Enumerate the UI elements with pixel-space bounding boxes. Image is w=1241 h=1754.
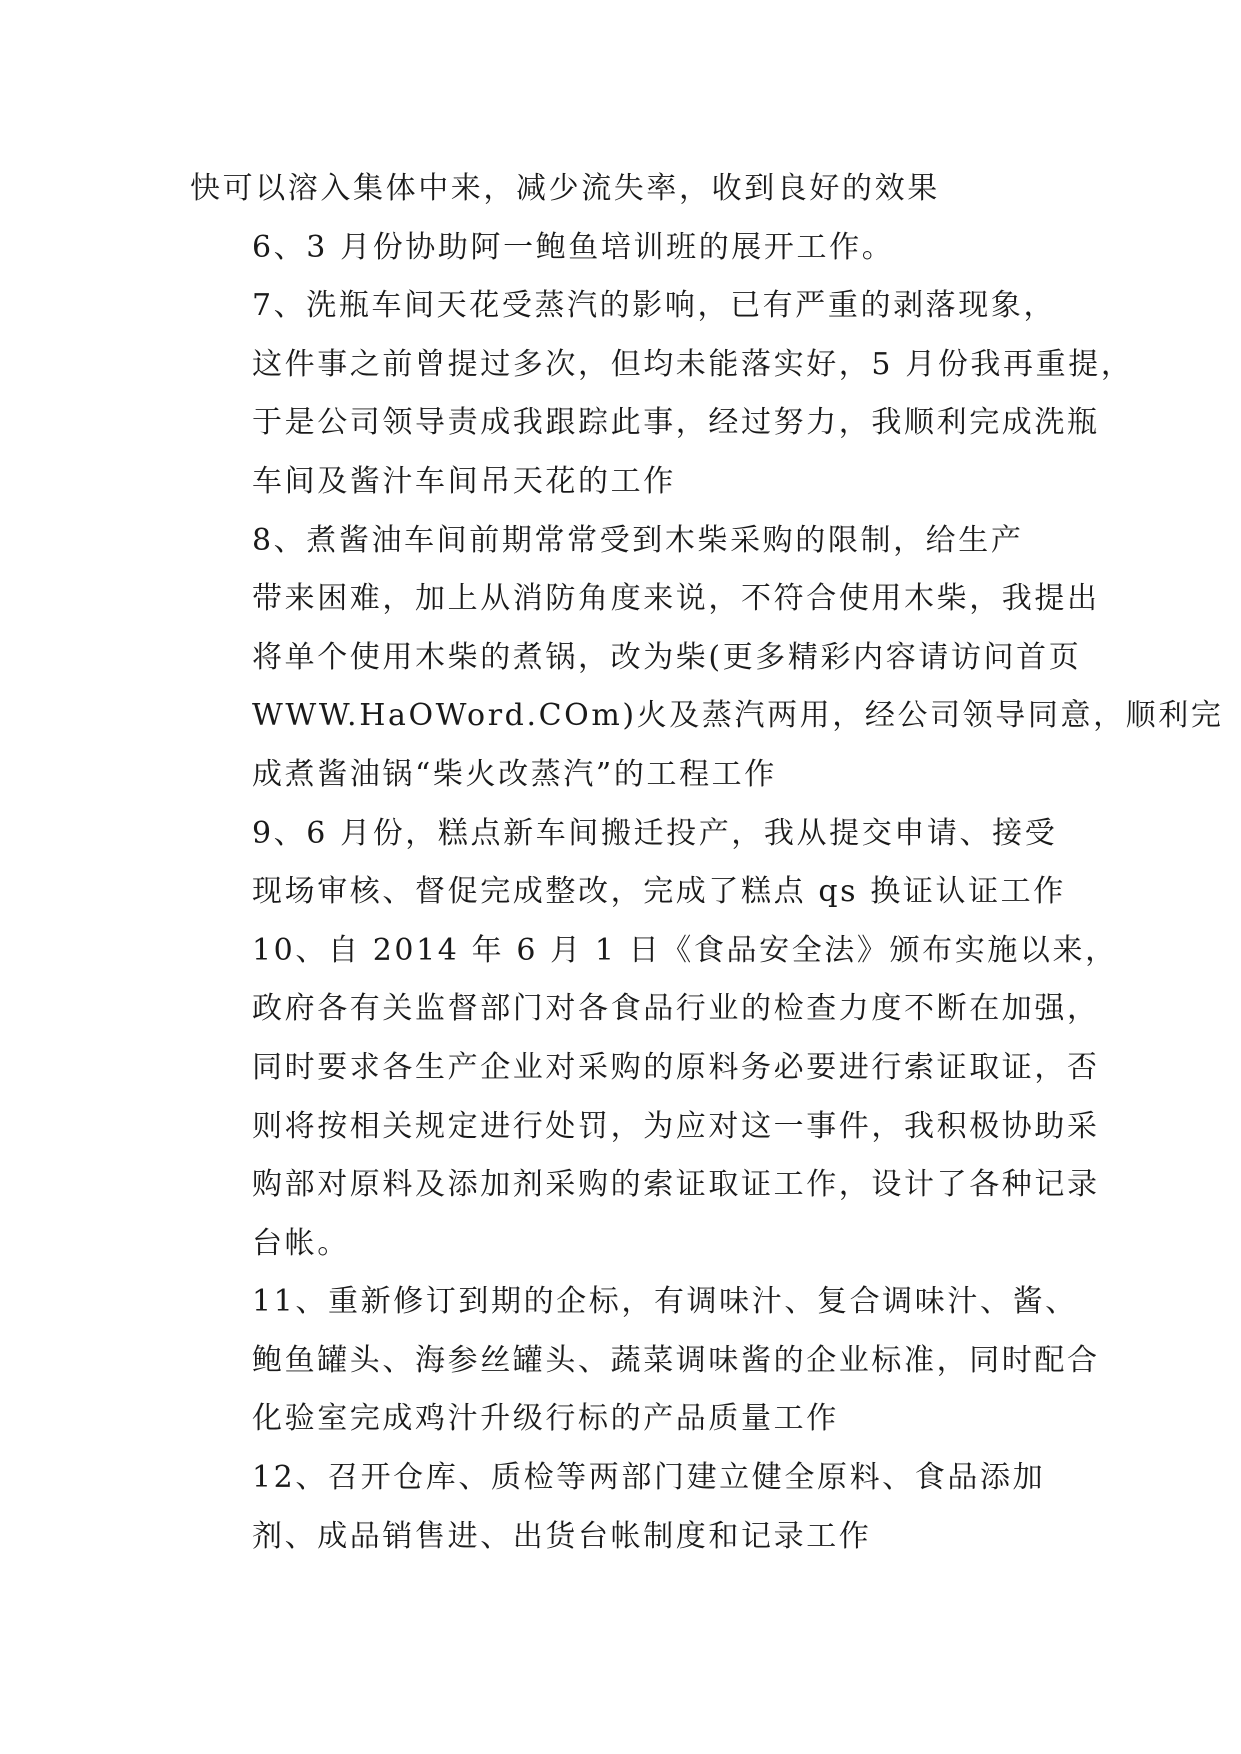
paragraph-item-8 [190, 512, 1224, 805]
paragraph-item-9 [190, 805, 1070, 922]
text-line: 同时要求各生产企业对采购的原料务必要进行索证取证，否 [252, 1049, 1100, 1085]
paragraph-item-11 [190, 1273, 1100, 1449]
text-line: 12、召开仓库、质检等两部门建立健全原料、食品添加 [252, 1460, 1046, 1496]
text-line: 现场审核、督促完成整改，完成了糕点 qs 换证认证工作 [252, 874, 1066, 910]
text-line: 10、自 2014 年 6 月 1 日《食品安全法》颁布实施以来， [252, 932, 1118, 968]
text-line: 化验室完成鸡汁升级行标的产品质量工作 [252, 1401, 839, 1437]
text-line: 台帐。 [252, 1225, 350, 1261]
paragraph-item-12 [190, 1449, 1070, 1566]
text-line: 11、重新修订到期的企标，有调味汁、复合调味汁、酱、 [252, 1284, 1078, 1320]
text-line: WWW.HaOWord.COm)火及蒸汽两用，经公司领导同意，顺利完 [252, 698, 1224, 734]
text-line: 购部对原料及添加剂采购的索证取证工作，设计了各种记录 [252, 1167, 1100, 1203]
paragraph-item-6 [190, 219, 1070, 278]
text-line: 7、洗瓶车间天花受蒸汽的影响，已有严重的剥落现象， [252, 288, 1057, 324]
paragraph-item-7 [190, 277, 1134, 511]
text-line: 鲍鱼罐头、海参丝罐头、蔬菜调味酱的企业标准，同时配合 [252, 1342, 1100, 1378]
document-body [190, 160, 1224, 1566]
text-line: 这件事之前曾提过多次，但均未能落实好，5 月份我再重提， [252, 346, 1134, 382]
text-line: 剂、成品销售进、出货台帐制度和记录工作 [252, 1518, 872, 1554]
text-line: 9、6 月份，糕点新车间搬迁投产，我从提交申请、接受 [252, 815, 1058, 851]
text-line: 成煮酱油锅“柴火改蒸汽”的工程工作 [252, 756, 777, 792]
text-line: 于是公司领导责成我跟踪此事，经过努力，我顺利完成洗瓶 [252, 405, 1100, 441]
text-line: 则将按相关规定进行处罚，为应对这一事件，我积极协助采 [252, 1108, 1100, 1144]
text-line: 6、3 月份协助阿一鲍鱼培训班的展开工作。 [252, 229, 895, 265]
text-line: 8、煮酱油车间前期常常受到木柴采购的限制，给生产 [252, 522, 1024, 558]
paragraph-item-10 [190, 922, 1118, 1274]
text-line: 车间及酱汁车间吊天花的工作 [252, 463, 676, 499]
text-line: 政府各有关监督部门对各食品行业的检查力度不断在加强， [252, 991, 1100, 1027]
text-line: 将单个使用木柴的煮锅，改为柴(更多精彩内容请访问首页 [252, 639, 1082, 675]
paragraph-continuation [190, 160, 1070, 219]
text-line: 快可以溶入集体中来，减少流失率，收到良好的效果 [190, 171, 940, 206]
text-line: 带来困难，加上从消防角度来说，不符合使用木柴，我提出 [252, 581, 1100, 617]
